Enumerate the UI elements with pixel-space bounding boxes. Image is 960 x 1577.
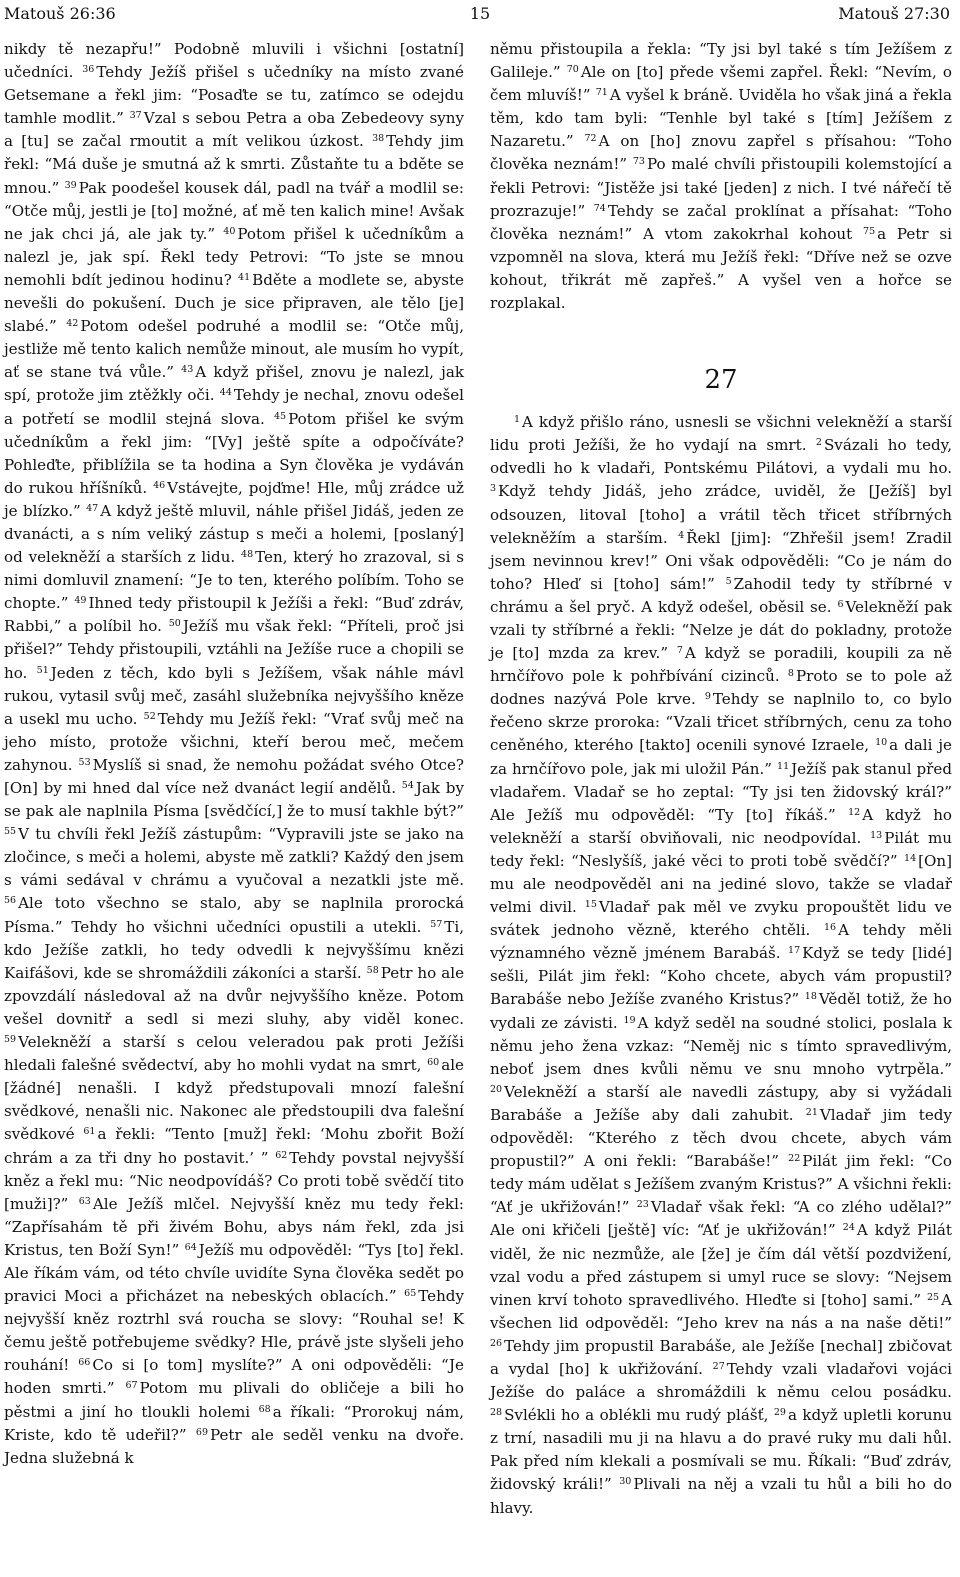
verse-number: 42 (66, 318, 79, 330)
verse-number: 63 (78, 1195, 91, 1207)
verse-number: 15 (584, 899, 597, 911)
left-column-paragraph (4, 38, 464, 1470)
verse-text: A on [ho] znovu zapřel s přísahou: “Toho člověka neznám!” (490, 132, 952, 174)
verse-text: Vladař však řekl: “A co zlého udělal?” Ale oni křičeli [ještě] víc: “Ať je ukřižován!” (490, 1198, 952, 1240)
verse-number: 64 (184, 1241, 197, 1253)
verse-number: 53 (78, 756, 91, 768)
verse-text: A když Pilát viděl, že nic nezmůže, ale [že] je čím dál větší pozdvižení, vzal vodu a před zástupem si umyl ruce se slovy: “Nejsem vinen krví tohoto spravedlivého. Hleďte si [toho] sami.” (490, 1221, 952, 1309)
verse-number: 49 (74, 595, 87, 607)
verse-number: 37 (129, 110, 142, 122)
verse-number: 67 (125, 1380, 138, 1392)
verse-text: A všechen lid odpověděl: “Jeho krev na nás a na naše děti!” (490, 1290, 952, 1332)
verse-number: 9 (704, 691, 711, 703)
verse-text: Petr ale seděl venku na dvoře. Jedna služebná k (4, 1425, 464, 1467)
verse-text: Bděte a modlete se, abyste nevešli do pokušení. Duch je sice připraven, ale tělo [je] slabé.” (4, 270, 464, 336)
verse-text: Myslíš si snad, že nemohu požádat svého Otce? [On] by mi hned dal více než dvanáct legií andělů. (4, 755, 464, 797)
verse-number: 13 (870, 829, 883, 841)
verse-text: Vladař pak měl ve zvyku propouštět lidu ve svátek jednoho vězně, kterého chtěli. (490, 898, 952, 940)
verse-text: Po malé chvíli přistoupili kolemstojící a řekli Petrovi: “Jistěže jsi také [jeden] z nich. I tvé nářečí tě prozrazuje!” (490, 155, 952, 220)
verse-text: A když se poradili, koupili za ně hrnčířovo pole k pohřbívání cizinců. (490, 644, 952, 686)
verse-text: Pilát mu tedy řekl: “Neslyšíš, jaké věci to proti tobě svědčí?” (490, 828, 952, 870)
verse-number: 30 (619, 1476, 632, 1488)
verse-text: a říkali: “Prorokuj nám, Kriste, kdo tě udeřil?” (4, 1402, 464, 1444)
verse-number: 71 (595, 87, 608, 99)
verse-number: 22 (788, 1153, 801, 1165)
verse-text: Velekněží a starší ale navedli zástupy, aby si vyžádali Barabáše a Ježíše aby dali zahubit. (490, 1082, 952, 1124)
verse-text: A když přišel, znovu je nalezl, jak spí, protože jim ztěžkly oči. (4, 363, 464, 405)
right-text-column (490, 38, 952, 1520)
verse-number: 50 (168, 618, 181, 630)
verse-number: 60 (427, 1057, 440, 1069)
verse-text: Ježíš mu však řekl: “Příteli, proč jsi přišel?” Tehdy přistoupili, vztáhli na Ježíše ruce a chopili se ho. (4, 617, 464, 682)
verse-text: Potom odešel podruhé a modlil se: “Otče můj, jestliže mě tento kalich nemůže minout, ale musím ho vypít, ať se stane tvá vůle.” (4, 317, 464, 382)
verse-text: Tehdy povstal nejvyšší kněz a řekl mu: “Nic neodpovídáš? Co proti tobě svědčí tito [muži]?” (4, 1148, 464, 1213)
verse-text: Tehdy jim propustil Barabáše, ale Ježíše [nechal] zbičovat a vydal [ho] k ukřižování. (490, 1336, 952, 1378)
verse-text: Věděl totiž, že ho vydali ze závisti. (490, 990, 952, 1032)
verse-text: A tehdy měli významného vězně jménem Barabáš. (490, 921, 952, 963)
verse-text: V tu chvíli řekl Ježíš zástupům: “Vypravili jste se jako na zločince, s meči a holemi, abyste mě zatkli? Každý den jsem s vámi sedával v chrámu a vyučoval a nezatkli jste mě. (4, 825, 464, 890)
verse-text: Když se tedy [lidé] sešli, Pilát jim řekl: “Koho chcete, abych vám propustil? Barabáše nebo Ježíše zvaného Kristus?” (490, 944, 952, 1009)
verse-text: Tehdy nejvyšší kněz roztrhl svá roucha se slovy: “Rouhal se! K čemu ještě potřebujeme svědky? Hle, právě jste slyšeli jeho rouhání! (4, 1287, 464, 1375)
verse-text: [On] mu ale neodpověděl ani na jediné slovo, takže se vladař velmi divil. (490, 851, 952, 917)
verse-text: Velekněží pak vzali ty stříbrné a řekli: “Nelze je dát do pokladny, protože je [to] mzda za krev.” (490, 597, 952, 663)
verse-number: 39 (64, 179, 77, 191)
verse-text: A když přišlo ráno, usnesli se všichni velekněží a starší lidu proti Ježíši, že ho vydají na smrt. (490, 413, 952, 455)
verse-number: 41 (238, 271, 251, 283)
right-column-paragraph (490, 38, 952, 315)
verse-number: 40 (223, 225, 236, 237)
verse-text: Vzal s sebou Petra a oba Zebedeovy syny a [tu] se začal rmoutit a mít velikou úzkost. (4, 109, 464, 151)
verse-text: Jeden z těch, kdo byli s Ježíšem, však náhle mávl rukou, vytasil svůj meč, zasáhl služebníka nejvyššího kněze a usekl mu ucho. (4, 663, 464, 728)
verse-number: 16 (823, 922, 837, 934)
verse-number: 74 (593, 202, 606, 214)
verse-text: Velekněží a starší s celou veleradou pak proti Ježíši hledali falešné svědectví, aby ho mohli vydat na smrt, (4, 1033, 464, 1075)
verse-number: 6 (837, 598, 844, 610)
verse-text: Tehdy mu Ježíš řekl: “Vrať svůj meč na jeho místo, protože všichni, kteří berou meč, mečem zahynou. (4, 709, 464, 774)
verse-number: 70 (566, 64, 579, 76)
verse-number: 44 (219, 387, 232, 399)
verse-text: Ten, který ho zrazoval, si s nimi domluvil znamení: “Je to ten, kterého políbím. Toho se chopte.” (4, 548, 464, 613)
verse-text: Co si [o tom] myslíte?” A oni odpověděli: “Je hoden smrti.” (4, 1356, 464, 1398)
verse-text: a Petr si vzpomněl na slova, která mu Ježíš řekl: “Dříve než se ozve kohout, třikrát mě zapřeš.” A vyšel ven a hořce se rozplakal. (490, 224, 952, 313)
verse-number: 36 (82, 64, 95, 76)
verse-text: Ihned tedy přistoupil k Ježíši a řekl: “Buď zdráv, Rabbi,” a políbil ho. (4, 594, 464, 636)
verse-text: A když ho velekněží a starší obviňovali, nic neodpovídal. (490, 805, 952, 847)
verse-number: 65 (404, 1288, 417, 1300)
verse-text: Potom přišel k učedníkům a nalezl je, jak spí. Řekl tedy Petrovi: “To jste se mnou nemohli bdít jedinou hodinu? (4, 224, 464, 289)
page-header (0, 0, 960, 28)
chapter-27-paragraph (490, 411, 952, 1520)
verse-number: 27 (712, 1360, 725, 1372)
verse-number: 2 (815, 437, 822, 449)
verse-text: Plivali na něj a vzali tu hůl a bili ho do hlavy. (490, 1475, 952, 1517)
verse-number: 58 (366, 964, 379, 976)
verse-number: 24 (842, 1222, 855, 1234)
verse-number: 10 (875, 737, 888, 749)
verse-text: Jak by se pak ale naplnila Písma [svědčící,] že to musí takhle být?” (4, 779, 464, 821)
verse-number: 23 (636, 1199, 649, 1211)
verse-number: 14 (904, 852, 917, 864)
verse-number: 61 (83, 1126, 96, 1138)
verse-number: 26 (490, 1337, 503, 1349)
header-left-reference: Matouš 26:36 (4, 4, 116, 23)
verse-number: 5 (725, 575, 732, 587)
verse-text: Svázali ho tedy, odvedli ho k vladaři, Pontskému Pilátovi, a vydali mu ho. (490, 436, 952, 478)
verse-number: 54 (401, 780, 414, 791)
verse-text: Zahodil tedy ty stříbrné v chrámu a šel pryč. A když odešel, oběsil se. (490, 574, 952, 616)
verse-number: 48 (241, 549, 254, 561)
verse-number: 38 (372, 133, 385, 145)
page-number: 15 (469, 4, 491, 23)
verse-number: 4 (678, 529, 685, 541)
verse-number: 29 (773, 1407, 786, 1419)
verse-text: Pilát jim řekl: “Co tedy mám udělat s Ježíšem zvaným Kristus?” A všichni řekli: “Ať je ukřižován!” (490, 1152, 952, 1217)
verse-number: 51 (36, 664, 49, 676)
verse-number: 62 (275, 1149, 288, 1161)
verse-number: 47 (86, 502, 99, 514)
verse-text: Tehdy Ježíš přišel s učedníky na místo zvané Getsemane a řekl jim: “Posaďte se tu, zatímco se odejdu tamhle modlit.” (4, 63, 464, 128)
verse-text: Tehdy se začal proklínat a přísahat: “Toho člověka neznám!” A vtom zakokrhal kohout (490, 201, 952, 243)
verse-number: 56 (4, 895, 17, 907)
verse-text: němu přistoupila a řekla: “Ty jsi byl také s tím Ježíšem z Galileje.” (490, 40, 952, 82)
verse-text: Tehdy je nechal, znovu odešel a potřetí se modlil stejná slova. (4, 386, 464, 428)
verse-text: Proto se to pole až dodnes nazývá Pole krve. (490, 667, 952, 709)
verse-number: 21 (805, 1106, 818, 1118)
verse-number: 46 (153, 479, 166, 491)
verse-text: Ale on [to] přede všemi zapřel. Řekl: “Nevím, o čem mluvíš!” (490, 63, 952, 105)
verse-number: 25 (927, 1291, 940, 1303)
verse-text: Vstávejte, pojďme! Hle, můj zrádce už je blízko.” (4, 478, 464, 520)
verse-number: 68 (258, 1403, 271, 1415)
verse-number: 20 (490, 1083, 503, 1095)
verse-text: Svlékli ho a oblékli mu rudý plášť, (504, 1406, 769, 1425)
verse-number: 3 (490, 483, 497, 495)
verse-text: a dali je za hrnčířovo pole, jak mi uložil Pán.” (490, 736, 952, 778)
verse-text: a když upletli korunu z trní, nasadili mu ji na hlavu a do pravé ruky mu dali hůl. Pak před ním klekali a posmívali se mu. Říkali: “Buď zdráv, židovský králi!” (490, 1406, 952, 1494)
verse-number: 7 (676, 645, 683, 657)
verse-number: 12 (848, 806, 861, 818)
verse-text: Když tehdy Jidáš, jeho zrádce, uviděl, že [Ježíš] byl odsouzen, litoval [toho] a vrátil těch třicet stříbrných velekněžím a starším. (490, 482, 952, 547)
verse-text: Pak poodešel kousek dál, padl na tvář a modlil se: “Otče můj, jestli je [to] možné, ať mě ten kalich mine! Avšak ne jak chci já, ale jak ty.” (4, 178, 464, 243)
verse-text: ale [žádné] nenašli. I když předstupovali mnozí falešní svědkové, nenašli nic. Nakonec ale předstoupili dva falešní svědkové (4, 1056, 464, 1144)
verse-number: 72 (584, 133, 597, 145)
verse-text: Ale toto všechno se stalo, aby se naplnila prorocká Písma.” Tehdy ho všichni učedníci opustili a utekli. (4, 894, 464, 936)
verse-text: Tehdy vzali vladařovi vojáci Ježíše do paláce a shromáždili k němu celou posádku. (490, 1359, 952, 1402)
verse-text: Potom přišel ke svým učedníkům a řekl jim: “[Vy] ještě spíte a odpočíváte? Pohleďte, přiblížila se ta hodina a Syn člověka je vydáván do rukou hříšníků. (4, 409, 464, 497)
verse-number: 43 (181, 364, 194, 376)
verse-text: Ježíš mu odpověděl: “Tys [to] řekl. Ale říkám vám, od této chvíle uvidíte Syna člověka sedět po pravici Moci a přicházet na nebeských oblacích.” (4, 1240, 464, 1306)
verse-number: 1 (514, 414, 521, 426)
verse-text: A když seděl na soudné stolici, poslala k němu jeho žena vzkaz: “Neměj nic s tímto spravedlivým, neboť jsem dnes kvůli němu ve snu mnoho vytrpěla.” (490, 1013, 952, 1078)
verse-text: A když ještě mluvil, náhle přišel Jidáš, jeden ze dvanácti, a s ním veliký zástup s meči a holemi, [poslaný] od velekněží a starších z lidu. (4, 501, 464, 567)
verse-text: Tehdy se naplnilo to, co bylo řečeno skrze proroka: “Vzali třicet stříbrných, cenu za toho ceněného, kterého [takto] ocenili synové Izraele, (490, 690, 952, 755)
verse-text: Řekl [jim]: “Zhřešil jsem! Zradil jsem nevinnou krev!” Oni však odpověděli: “Co je nám do toho? Hleď si [toho] sám!” (490, 528, 952, 593)
verse-number: 66 (78, 1357, 91, 1369)
chapter-number: 27 (704, 365, 738, 396)
verse-number: 18 (804, 991, 817, 1003)
verse-text: Ježíš pak stanul před vladařem. Vladař se ho zeptal: “Ty jsi ten židovský král?” Ale Ježíš mu odpověděl: “Ty [to] říkáš.” (490, 759, 952, 824)
left-text-column (4, 38, 464, 1470)
verse-number: 55 (4, 826, 17, 838)
verse-number: 73 (632, 156, 645, 168)
verse-text: Tehdy jim řekl: “Má duše je smutná až k smrti. Zůstaňte tu a bděte se mnou.” (4, 132, 464, 197)
verse-number: 19 (623, 1014, 636, 1026)
verse-text: a řekli: “Tento [muž] řekl: ‘Mohu zbořit Boží chrám a za tři dny ho postavit.’ ” (4, 1125, 464, 1167)
verse-text: A vyšel k bráně. Uviděla ho však jiná a řekla těm, kdo tam byli: “Tenhle byl také s [tím] Ježíšem z Nazaretu.” (490, 86, 952, 151)
verse-number: 69 (195, 1426, 209, 1438)
verse-text: Potom mu plivali do obličeje a bili ho pěstmi a jiní ho tloukli holemi (4, 1379, 464, 1421)
verse-number: 75 (863, 225, 876, 237)
verse-number: 57 (430, 918, 443, 930)
verse-text: Ti, kdo Ježíše zatkli, ho tedy odvedli k nejvyššímu knězi Kaifášovi, kde se shromáždili zákoníci a starší. (4, 917, 464, 982)
header-right-reference: Matouš 27:30 (838, 4, 950, 23)
verse-number: 59 (4, 1034, 17, 1046)
verse-number: 11 (777, 760, 790, 772)
verse-text: Vladař jim tedy odpověděl: “Kterého z těch dvou chcete, abych vám propustil?” A oni řekli: “Barabáše!” (490, 1105, 952, 1171)
verse-number: 52 (143, 710, 156, 722)
verse-text: Ale Ježíš mlčel. Nejvyšší kněz mu tedy řekl: “Zapřísahám tě při živém Bohu, abys nám řekl, zda jsi Kristus, ten Boží Syn!” (4, 1194, 464, 1259)
verse-number: 45 (274, 410, 287, 422)
verse-text: nikdy tě nezapřu!” Podobně mluvili i všichni [ostatní] učedníci. (4, 40, 464, 82)
verse-number: 17 (788, 945, 801, 957)
verse-number: 8 (787, 668, 794, 680)
verse-text: Petr ho ale zpovzdálí následoval až na dvůr nejvyššího kněze. Potom vešel dovnitř a sedl si mezi sluhy, aby viděl konec. (4, 963, 464, 1028)
verse-number: 28 (490, 1407, 503, 1419)
